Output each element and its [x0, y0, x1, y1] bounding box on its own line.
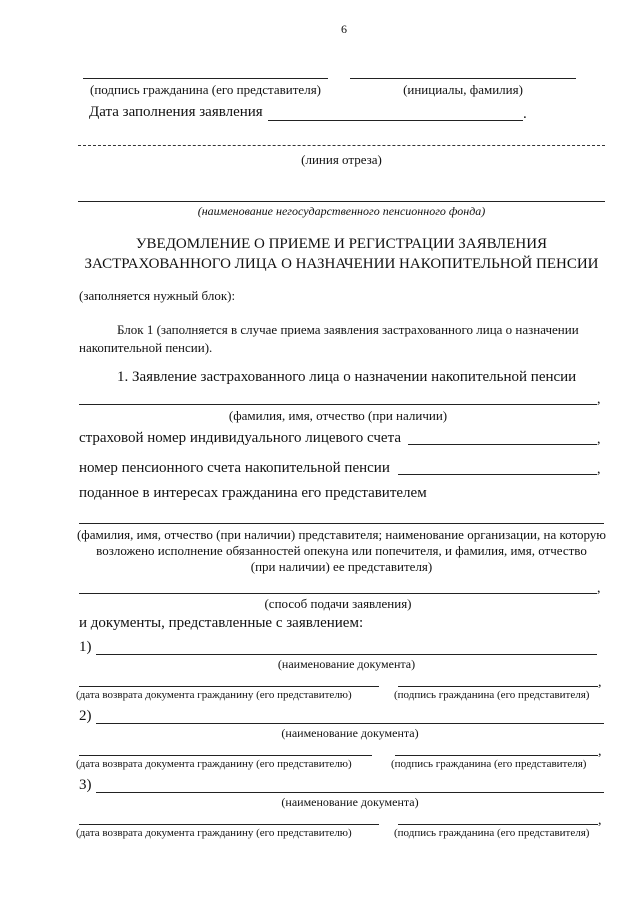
cut-line [78, 145, 605, 146]
snils-line [408, 444, 597, 445]
representative-line [79, 523, 604, 524]
fio-line [79, 404, 597, 405]
document-1-date-caption: (дата возврата документа гражданину (его представителю) [76, 689, 352, 701]
document-2-name-line [96, 723, 604, 724]
representative-caption [60, 527, 623, 575]
rep-caption-line2: возложено исполнение обязанностей опекуна или попечителя, и фамилия, имя, отчество [96, 543, 587, 558]
document-2-comma: , [598, 744, 602, 759]
document-3-comma: , [598, 813, 602, 828]
method-line [79, 593, 597, 594]
fund-caption: (наименование негосударственного пенсионного фонда) [197, 204, 486, 218]
document-1-number: 1) [79, 639, 92, 655]
document-3-name-caption: (наименование документа) [281, 795, 419, 809]
method-caption: (способ подачи заявления) [264, 596, 412, 611]
fill-date-line [268, 120, 523, 121]
document-2-signature-caption: (подпись гражданина (его представителя) [391, 758, 587, 770]
document-3-name-line [96, 792, 604, 793]
account-label: номер пенсионного счета накопительной пенсии [79, 460, 390, 476]
title-line-1: УВЕДОМЛЕНИЕ О ПРИЕМЕ И РЕГИСТРАЦИИ ЗАЯВЛЕНИЯ [135, 236, 548, 252]
documents-label: и документы, представленные с заявлением: [79, 615, 364, 631]
page-number: 6 [341, 22, 347, 36]
account-comma: , [597, 462, 601, 477]
fund-name-line [78, 201, 605, 202]
title-line-2: ЗАСТРАХОВАННОГО ЛИЦА О НАЗНАЧЕНИИ НАКОПИТЕЛЬНОЙ ПЕНСИИ [84, 256, 599, 272]
document-1-comma: , [598, 675, 602, 690]
document-3-signature-caption: (подпись гражданина (его представителя) [394, 827, 590, 839]
document-2-signature-line [395, 755, 598, 756]
document-1-name-caption: (наименование документа) [277, 657, 416, 671]
rep-caption-line3: (при наличии) ее представителя) [250, 559, 433, 574]
cut-line-caption: (линия отреза) [301, 152, 382, 167]
document-2-number: 2) [79, 708, 92, 724]
signature-line [83, 78, 328, 79]
document-2-name-caption: (наименование документа) [281, 726, 419, 740]
fio-comma: , [597, 392, 601, 407]
document-1-date-line [79, 686, 379, 687]
block1-intro-line1: Блок 1 (заполняется в случае приема заявления застрахованного лица о назначении [117, 322, 579, 337]
initials-line [350, 78, 576, 79]
fill-date-end: . [523, 106, 527, 122]
account-line [398, 474, 597, 475]
item1-heading: 1. Заявление застрахованного лица о назначении накопительной пенсии [117, 369, 577, 385]
document-1-name-line [96, 654, 597, 655]
rep-caption-line1: (фамилия, имя, отчество (при наличии) представителя; наименование организации, на которую [76, 527, 607, 542]
block1-intro-line2: накопительной пенсии). [79, 340, 213, 355]
method-comma: , [597, 581, 601, 596]
fio-caption: (фамилия, имя, отчество (при наличии) [228, 408, 448, 423]
document-2-date-line [79, 755, 372, 756]
signature-caption: (подпись гражданина (его представителя) [90, 82, 321, 97]
document-3-signature-line [398, 824, 598, 825]
document-3-date-line [79, 824, 379, 825]
document-3-number: 3) [79, 777, 92, 793]
initials-caption: (инициалы, фамилия) [403, 82, 523, 97]
fill-note: (заполняется нужный блок): [79, 288, 236, 303]
document-1-signature-caption: (подпись гражданина (его представителя) [394, 689, 590, 701]
snils-comma: , [597, 432, 601, 447]
snils-label: страховой номер индивидуального лицевого счета [79, 430, 401, 446]
notice-title [40, 234, 640, 274]
representative-label: поданное в интересах гражданина его представителем [79, 485, 427, 501]
fill-date-label: Дата заполнения заявления [89, 104, 263, 120]
document-2-date-caption: (дата возврата документа гражданину (его представителю) [76, 758, 352, 770]
document-3-date-caption: (дата возврата документа гражданину (его представителю) [76, 827, 352, 839]
document-1-signature-line [398, 686, 598, 687]
